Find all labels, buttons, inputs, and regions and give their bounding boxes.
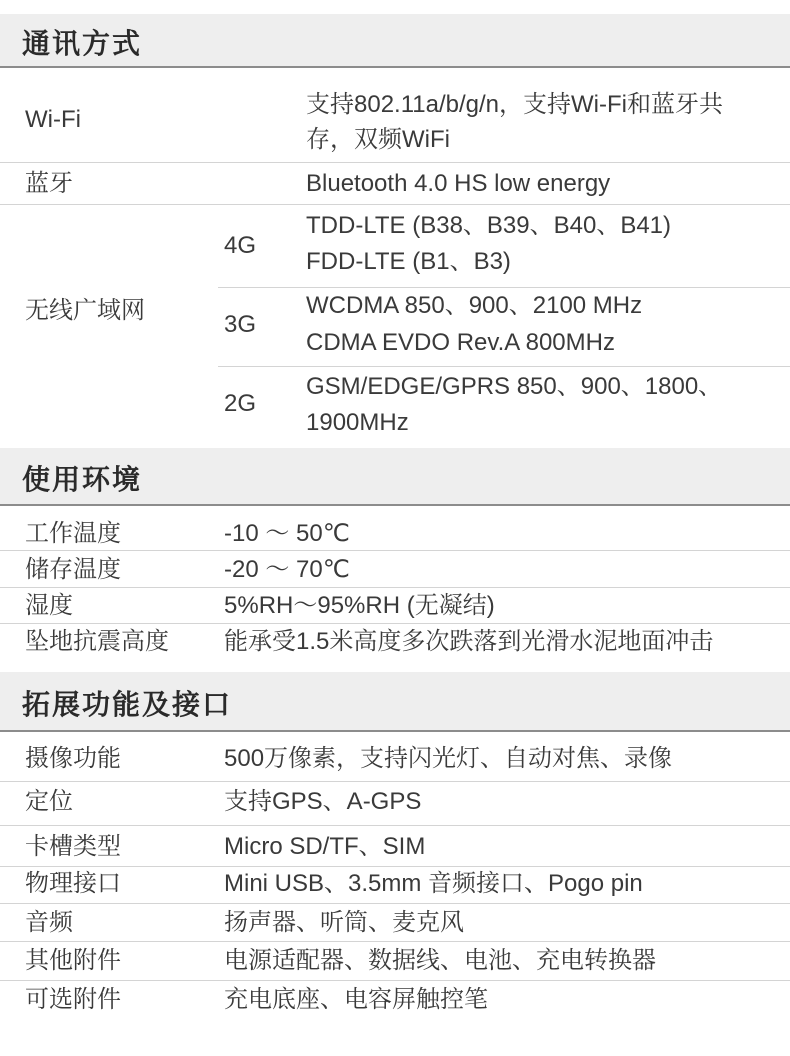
spec-value-3g-line2: CDMA EVDO Rev.A 800MHz [306, 329, 615, 356]
section-title: 拓展功能及接口 [22, 689, 233, 720]
row-divider [0, 781, 790, 782]
spec-value-drop-height: 能承受1.5米高度多次跌落到光滑水泥地面冲击 [224, 628, 714, 655]
subrow-divider [218, 366, 790, 367]
row-divider [0, 825, 790, 826]
row-divider [0, 162, 790, 163]
spec-value-positioning: 支持GPS、A-GPS [224, 788, 422, 815]
spec-value-audio: 扬声器、听筒、麦克风 [224, 909, 464, 936]
spec-label-storage-temp: 储存温度 [25, 556, 121, 583]
spec-value-4g-line2: FDD-LTE (B1、B3) [306, 248, 511, 275]
spec-value-other-accessories: 电源适配器、数据线、电池、充电转换器 [224, 947, 656, 974]
section-title: 使用环境 [22, 464, 143, 495]
spec-label-camera: 摄像功能 [25, 745, 121, 772]
spec-label-wan: 无线广域网 [25, 297, 145, 324]
spec-label-physical-ports: 物理接口 [25, 870, 121, 897]
spec-value-bluetooth: Bluetooth 4.0 HS low energy [306, 170, 611, 197]
spec-label-humidity: 湿度 [25, 592, 73, 619]
spec-value-wifi-line2: 存，双频WiFi [306, 126, 450, 153]
spec-label-optional-accessories: 可选附件 [25, 986, 121, 1013]
spec-value-4g-line1: TDD-LTE (B38、B39、B40、B41) [306, 212, 672, 239]
spec-value-2g-line1: GSM/EDGE/GPRS 850、900、1800、 [306, 373, 723, 400]
spec-sublabel-2g: 2G [224, 390, 257, 417]
spec-value-card-slot: Micro SD/TF、SIM [224, 833, 426, 860]
spec-label-positioning: 定位 [25, 788, 73, 815]
spec-label-drop-height: 坠地抗震高度 [25, 628, 169, 655]
spec-label-card-slot: 卡槽类型 [25, 833, 121, 860]
row-divider [0, 204, 790, 205]
spec-sublabel-4g: 4G [224, 232, 257, 259]
spec-value-humidity: 5%RH～95%RH (无凝结) [224, 592, 495, 619]
spec-sublabel-3g: 3G [224, 311, 257, 338]
spec-value-3g-line1: WCDMA 850、900、2100 MHz [306, 292, 643, 319]
spec-value-operating-temp: -10 ～ 50℃ [224, 520, 350, 547]
section-title: 通讯方式 [22, 28, 143, 59]
spec-value-storage-temp: -20 ～ 70℃ [224, 556, 350, 583]
spec-value-optional-accessories: 充电底座、电容屏触控笔 [224, 986, 488, 1013]
spec-label-audio: 音频 [25, 909, 73, 936]
section-header-expansion [0, 672, 790, 732]
spec-value-physical-ports: Mini USB、3.5mm 音频接口、Pogo pin [224, 870, 643, 897]
section-header-communication [0, 14, 790, 68]
spec-value-wifi-line1: 支持802.11a/b/g/n，支持Wi-Fi和蓝牙共 [306, 91, 723, 118]
spec-value-camera: 500万像素，支持闪光灯、自动对焦、录像 [224, 745, 673, 772]
spec-label-other-accessories: 其他附件 [25, 947, 121, 974]
spec-value-2g-line2: 1900MHz [306, 409, 409, 436]
spec-label-operating-temp: 工作温度 [25, 520, 121, 547]
spec-label-wifi: Wi-Fi [25, 106, 81, 133]
spec-label-bluetooth: 蓝牙 [25, 170, 73, 197]
section-header-environment [0, 448, 790, 506]
